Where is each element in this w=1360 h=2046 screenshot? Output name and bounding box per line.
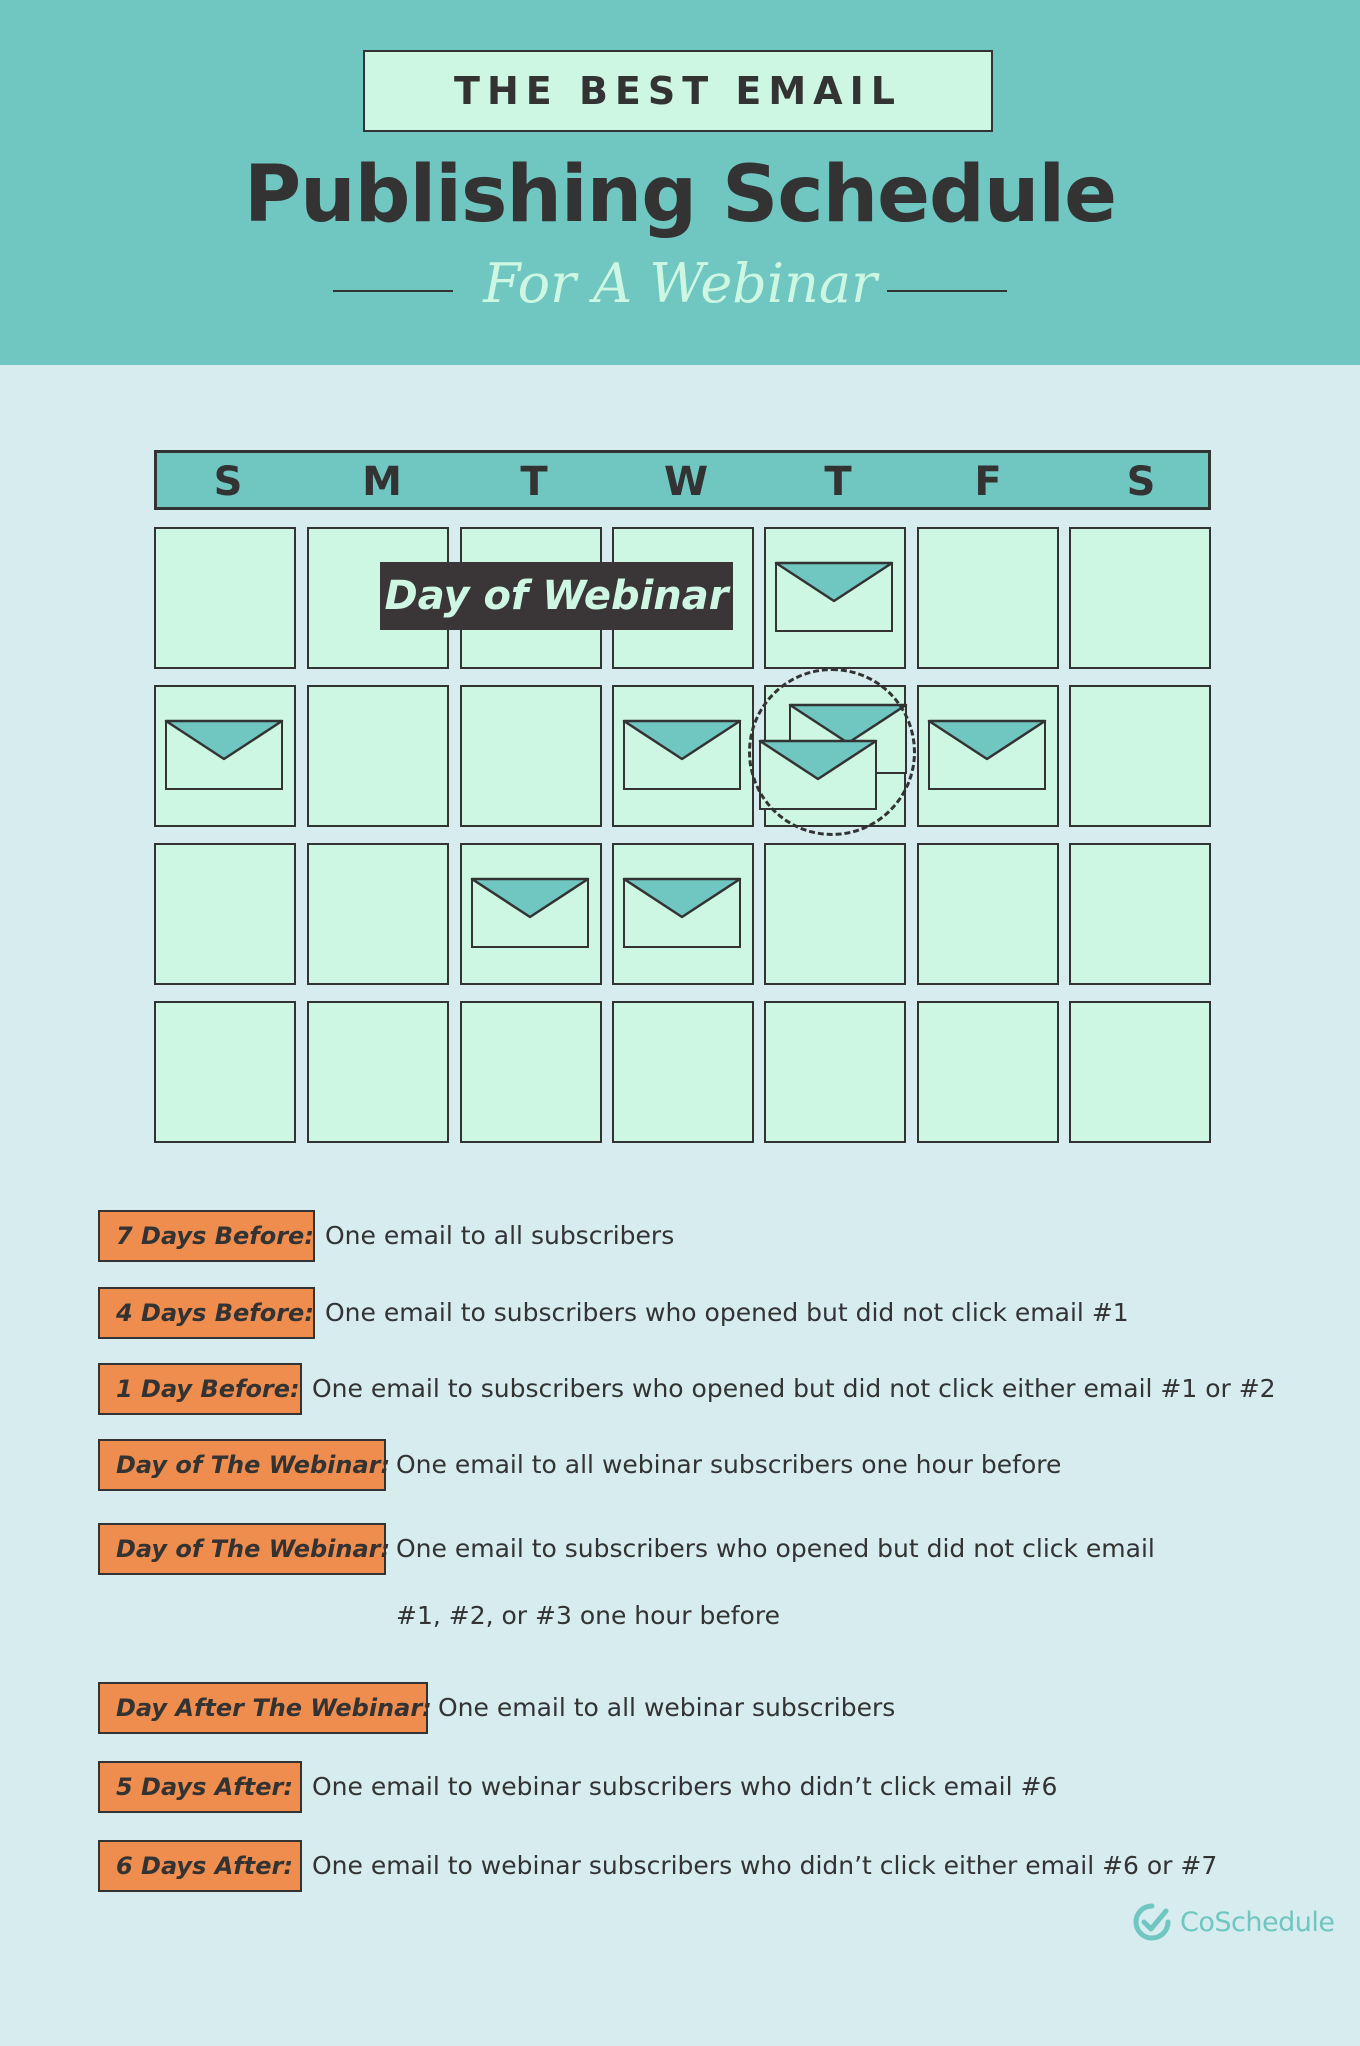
envelope-icon bbox=[470, 877, 590, 949]
calendar-day-cell bbox=[154, 527, 296, 669]
envelope-icon bbox=[774, 561, 894, 633]
calendar-day-cell bbox=[154, 1001, 296, 1143]
schedule-timing-tag: Day After The Webinar: bbox=[98, 1682, 428, 1734]
schedule-timing-tag: 6 Days After: bbox=[98, 1840, 302, 1892]
calendar-day-cell bbox=[460, 685, 602, 827]
calendar-day-cell bbox=[1069, 685, 1211, 827]
schedule-timing-tag: 7 Days Before: bbox=[98, 1210, 315, 1262]
schedule-description: One email to subscribers who opened but did not click email bbox=[396, 1534, 1155, 1563]
subtitle-right-rule bbox=[887, 290, 1007, 292]
schedule-timing-tag: Day of The Webinar: bbox=[98, 1523, 386, 1575]
envelope-icon bbox=[927, 719, 1047, 791]
schedule-description-continued: #1, #2, or #3 one hour before bbox=[396, 1601, 780, 1630]
envelope-icon bbox=[622, 719, 742, 791]
weekday-friday: F bbox=[974, 459, 1002, 505]
calendar-day-cell bbox=[307, 685, 449, 827]
day-of-webinar-banner: Day of Webinar bbox=[380, 562, 733, 630]
calendar-day-cell bbox=[917, 843, 1059, 985]
calendar-day-cell bbox=[307, 1001, 449, 1143]
calendar-weekday-header bbox=[154, 450, 1211, 510]
schedule-description: One email to all webinar subscribers one hour before bbox=[396, 1450, 1062, 1479]
calendar-day-cell bbox=[612, 1001, 754, 1143]
calendar-day-cell bbox=[917, 1001, 1059, 1143]
weekday-saturday: S bbox=[1126, 459, 1156, 505]
schedule-timing-tag: 4 Days Before: bbox=[98, 1287, 315, 1339]
schedule-timing-tag: Day of The Webinar: bbox=[98, 1439, 386, 1491]
schedule-description: One email to subscribers who opened but did not click email #1 bbox=[325, 1298, 1129, 1327]
brand-name: CoSchedule bbox=[1180, 1906, 1335, 1938]
calendar-day-cell bbox=[1069, 1001, 1211, 1143]
schedule-description: One email to all subscribers bbox=[325, 1221, 675, 1250]
calendar-day-cell bbox=[1069, 843, 1211, 985]
weekday-tuesday: T bbox=[520, 459, 548, 505]
calendar-day-cell bbox=[917, 527, 1059, 669]
page-subtitle: For A Webinar bbox=[483, 252, 877, 315]
coschedule-check-icon bbox=[1132, 1902, 1172, 1942]
calendar-day-cell bbox=[1069, 527, 1211, 669]
weekday-wednesday: W bbox=[663, 459, 709, 505]
schedule-description: One email to webinar subscribers who didn’t click either email #6 or #7 bbox=[312, 1851, 1218, 1880]
calendar-day-cell bbox=[307, 843, 449, 985]
header-band bbox=[0, 0, 1360, 365]
schedule-description: One email to subscribers who opened but did not click either email #1 or #2 bbox=[312, 1374, 1276, 1403]
schedule-timing-tag: 1 Day Before: bbox=[98, 1363, 302, 1415]
calendar-day-cell bbox=[154, 843, 296, 985]
schedule-description: One email to webinar subscribers who didn’t click email #6 bbox=[312, 1772, 1058, 1801]
schedule-timing-tag: 5 Days After: bbox=[98, 1761, 302, 1813]
weekday-sunday: S bbox=[213, 459, 243, 505]
page-title: Publishing Schedule bbox=[243, 150, 1117, 240]
envelope-icon bbox=[164, 719, 284, 791]
calendar-day-cell bbox=[764, 1001, 906, 1143]
highlight-dashed-circle bbox=[748, 668, 916, 836]
schedule-description: One email to all webinar subscribers bbox=[438, 1693, 896, 1722]
calendar-day-cell bbox=[460, 1001, 602, 1143]
calendar-day-cell bbox=[764, 843, 906, 985]
kicker-box: THE BEST EMAIL bbox=[363, 50, 993, 132]
weekday-thursday: T bbox=[824, 459, 852, 505]
coschedule-logo bbox=[1132, 1898, 1334, 1946]
envelope-icon bbox=[622, 877, 742, 949]
weekday-monday: M bbox=[362, 459, 402, 505]
